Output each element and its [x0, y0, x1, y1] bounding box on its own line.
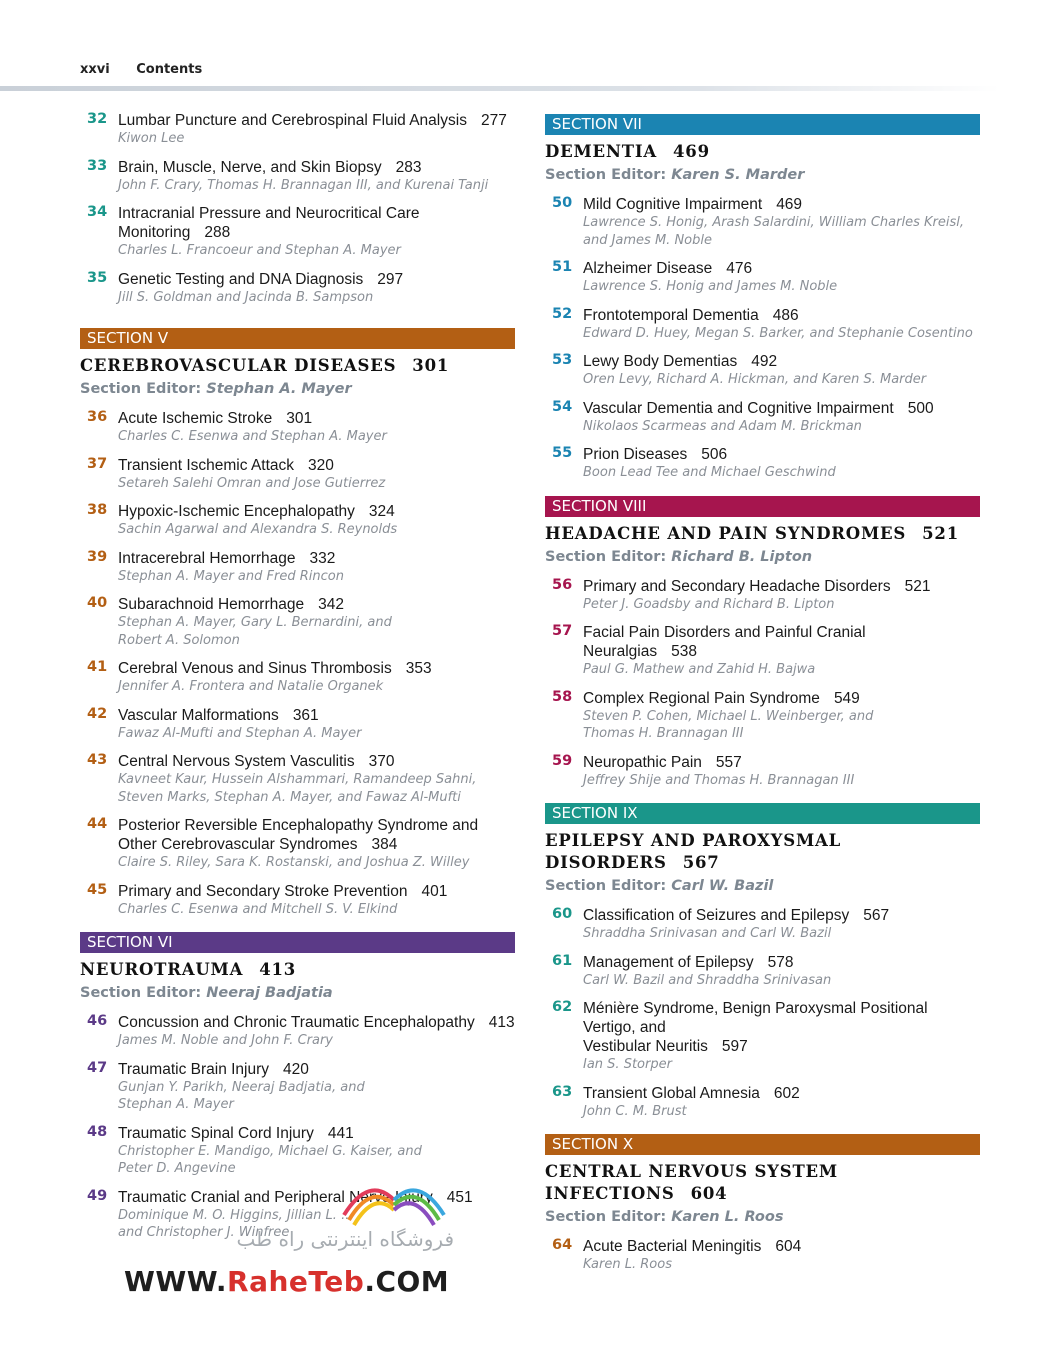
chapter-page: 332: [309, 549, 336, 567]
chapter-number: 61: [552, 952, 573, 969]
section-editor: [545, 1207, 980, 1227]
running-head: [80, 62, 202, 77]
section-title-text: HEADACHE AND PAIN SYNDROMES: [545, 523, 907, 543]
chapter-page: 476: [726, 260, 753, 277]
chapter-title-line: [583, 352, 980, 371]
chapter-authors: Stephan A. Mayer: [118, 1097, 234, 1112]
chapter-authors: Charles C. Esenwa and Stephan A. Mayer: [118, 429, 387, 444]
chapter-authors: Steven Marks, Stephan A. Mayer, and Fawaz Al-Mufti: [118, 789, 461, 805]
chapter-authors: Peter J. Goadsby and Richard B. Lipton: [583, 596, 835, 612]
toc-entry: [545, 999, 980, 1074]
watermark-persian-text: فروشگاه اینترنتی راه طب: [236, 1227, 454, 1251]
section-editor-name: Karen L. Roos: [671, 1209, 784, 1225]
section-page: 521: [922, 523, 959, 543]
chapter-title-line: [583, 689, 980, 708]
chapter-title-line: [118, 1013, 515, 1032]
chapter-authors: James M. Noble and John F. Crary: [118, 1033, 334, 1048]
chapter-title-line: [118, 456, 515, 475]
section-page: 604: [690, 1184, 728, 1203]
left-top-entries: [80, 111, 515, 306]
chapter-authors: Kiwon Lee: [118, 131, 185, 146]
section-bar: SECTION V: [80, 328, 515, 349]
toc-entry: [545, 906, 980, 943]
chapter-authors: Lawrence S. Honig and James M. Noble: [583, 279, 838, 294]
chapter-page: 567: [863, 907, 890, 924]
section-editor: [545, 547, 980, 567]
toc-entry: [545, 953, 980, 990]
section-title: [545, 141, 980, 163]
chapter-authors: Fawaz Al-Mufti and Stephan A. Mayer: [118, 725, 362, 741]
toc-entry: [545, 445, 980, 482]
chapter-page: 324: [368, 503, 395, 520]
chapter-title: Vascular Malformations: [118, 706, 279, 724]
chapter-title-line: [583, 1084, 980, 1103]
section-title-text: EPILEPSY AND PAROXYSMAL DISORDERS: [545, 831, 842, 872]
chapter-title-line: [118, 1060, 515, 1079]
chapter-title-line: [118, 706, 515, 725]
chapter-number: 38: [87, 502, 108, 518]
chapter-title: Intracerebral Hemorrhage: [118, 549, 296, 567]
chapter-authors: John F. Crary, Thomas H. Brannagan III, and Kurenai Tanji: [118, 177, 489, 193]
toc-entry: [80, 409, 515, 446]
chapter-page: 500: [907, 399, 934, 417]
toc-entry: [545, 259, 980, 296]
chapter-number: 53: [552, 352, 573, 368]
chapter-number: 40: [87, 595, 108, 611]
watermark: [124, 1165, 454, 1305]
chapter-number: 60: [552, 906, 573, 922]
chapter-title-line: [118, 158, 515, 177]
chapter-title: Primary and Secondary Stroke Prevention: [118, 882, 408, 900]
chapter-title: Primary and Secondary Headache Disorders: [583, 577, 891, 595]
chapter-title-line: [583, 1237, 980, 1256]
toc-entry: [80, 270, 515, 307]
chapter-page: 283: [395, 158, 422, 176]
chapter-number: 59: [552, 752, 573, 769]
chapter-title-line: [583, 906, 980, 925]
chapter-number: 63: [552, 1083, 573, 1100]
chapter-title-line: [583, 399, 980, 418]
chapter-number: 41: [87, 659, 108, 675]
chapter-page: 604: [775, 1238, 802, 1255]
chapter-page: 521: [904, 577, 931, 595]
chapter-title-line: [583, 999, 980, 1037]
section-bar: SECTION X: [545, 1134, 980, 1155]
chapter-authors: and Christopher J. Winfree: [118, 1225, 290, 1240]
chapter-title-line: [118, 204, 515, 242]
chapter-number: 64: [552, 1237, 573, 1253]
chapter-title-line: [118, 816, 515, 835]
watermark-url-name: RaheTeb: [227, 1265, 365, 1298]
chapter-page: 353: [405, 660, 432, 677]
chapter-title-line: [118, 882, 515, 901]
chapter-page: 320: [308, 456, 334, 474]
watermark-url: [124, 1265, 449, 1298]
section-title: [545, 523, 980, 545]
chapter-title: Traumatic Cranial and Peripheral Nerve Injury: [118, 1188, 433, 1206]
toc-section: [80, 328, 515, 918]
toc-entry: [80, 752, 515, 806]
chapter-number: 51: [552, 259, 573, 275]
chapter-number: 55: [552, 445, 573, 461]
section-page: 567: [682, 853, 720, 872]
section-editor-label: Section Editor:: [80, 381, 202, 397]
section-editor-label: Section Editor:: [545, 878, 667, 894]
chapter-authors: Ian S. Storper: [583, 1057, 672, 1072]
chapter-number: 45: [87, 881, 108, 898]
chapter-title: Management of Epilepsy: [583, 953, 754, 971]
chapter-authors: Charles C. Esenwa and Mitchell S. V. Elkind: [118, 901, 398, 917]
section-editor-label: Section Editor:: [545, 1209, 667, 1225]
section-editor-label: Section Editor:: [80, 985, 202, 1001]
section-bar: SECTION VI: [80, 932, 515, 953]
chapter-number: 57: [552, 623, 573, 639]
chapter-authors: and James M. Noble: [583, 232, 712, 248]
chapter-authors: Claire S. Riley, Sara K. Rostanski, and Joshua Z. Willey: [118, 855, 470, 870]
section-bar: SECTION VIII: [545, 496, 980, 517]
chapter-title: Neuropathic Pain: [583, 753, 702, 771]
toc-entry: [80, 549, 515, 586]
chapter-page: 578: [767, 953, 794, 971]
chapter-authors: Setareh Salehi Omran and Jose Gutierrez: [118, 475, 386, 491]
section-bar: SECTION IX: [545, 803, 980, 824]
chapter-title: Alzheimer Disease: [583, 260, 713, 277]
toc-section: [545, 496, 980, 790]
chapter-title: Intracranial Pressure and Neurocritical Care Monitoring: [118, 205, 420, 241]
chapter-title: Classification of Seizures and Epilepsy: [583, 907, 850, 924]
section-editor: [545, 876, 980, 896]
chapter-title-line: [118, 502, 515, 521]
toc-entry: [80, 706, 515, 743]
chapter-authors: Jennifer A. Frontera and Natalie Organek: [118, 679, 384, 694]
chapter-title-line: [583, 623, 980, 661]
chapter-title: Prion Diseases: [583, 446, 688, 463]
chapter-number: 39: [87, 548, 108, 565]
chapter-page: 469: [776, 196, 803, 213]
chapter-authors: Gunjan Y. Parikh, Neeraj Badjatia, and: [118, 1079, 365, 1095]
chapter-title-line: [118, 111, 515, 130]
chapter-authors: Christopher E. Mandigo, Michael G. Kaiser, and: [118, 1143, 422, 1159]
watermark-url-suffix: .COM: [364, 1265, 450, 1298]
chapter-title-line: [583, 577, 980, 596]
right-sections: [545, 114, 980, 1274]
book-logo-icon: [339, 1165, 449, 1235]
chapter-title-line: [583, 1037, 980, 1056]
section-editor-name: Karen S. Marder: [671, 167, 805, 183]
chapter-authors: Sachin Agarwal and Alexandra S. Reynolds: [118, 522, 398, 537]
section-title-text: NEUROTRAUMA: [80, 960, 244, 979]
section-editor: [80, 379, 515, 399]
toc-entry: [80, 456, 515, 493]
section-page: 469: [673, 142, 710, 161]
chapter-title: Transient Global Amnesia: [583, 1084, 760, 1102]
chapter-title: Concussion and Chronic Traumatic Encephalopathy: [118, 1014, 475, 1031]
chapter-authors: Carl W. Bazil and Shraddha Srinivasan: [583, 972, 832, 988]
section-editor-label: Section Editor:: [545, 548, 667, 565]
chapter-page: 277: [480, 112, 507, 129]
section-title: [80, 355, 515, 377]
chapter-authors: Nikolaos Scarmeas and Adam M. Brickman: [583, 418, 862, 434]
chapter-authors: Shraddha Srinivasan and Carl W. Bazil: [583, 926, 832, 941]
chapter-authors: Jill S. Goldman and Jacinda B. Sampson: [118, 289, 374, 305]
chapter-page: 370: [368, 753, 395, 770]
chapter-number: 33: [87, 157, 108, 174]
section-title-text: DEMENTIA: [545, 142, 658, 161]
chapter-title-line: [118, 835, 515, 854]
chapter-page: 288: [204, 224, 231, 241]
chapter-number: 49: [87, 1187, 108, 1204]
section-editor: [80, 983, 515, 1003]
section-editor: [545, 165, 980, 185]
chapter-title: Brain, Muscle, Nerve, and Skin Biopsy: [118, 158, 382, 176]
chapter-number: 56: [552, 576, 573, 593]
chapter-authors: Karen L. Roos: [583, 1257, 672, 1272]
chapter-number: 47: [87, 1059, 108, 1076]
toc-section: [545, 803, 980, 1120]
chapter-title: Ménière Syndrome, Benign Paroxysmal Positional Vertigo, and: [583, 1000, 928, 1036]
section-page: 413: [259, 960, 297, 979]
chapter-number: 36: [87, 409, 108, 425]
chapter-title-line: [583, 306, 980, 325]
chapter-number: 46: [87, 1013, 108, 1029]
chapter-number: 32: [87, 111, 108, 127]
running-head-title: Contents: [136, 62, 203, 77]
toc-entry: [545, 623, 980, 679]
toc-entry: [545, 195, 980, 249]
chapter-title: Acute Ischemic Stroke: [118, 410, 273, 427]
chapter-page: 549: [833, 689, 860, 707]
chapter-title-line: [118, 595, 515, 614]
chapter-authors: Oren Levy, Richard A. Hickman, and Karen S. Marder: [583, 372, 927, 387]
chapter-title: Traumatic Spinal Cord Injury: [118, 1124, 314, 1142]
toc-entry: [545, 1237, 980, 1274]
section-title: [545, 830, 980, 874]
chapter-title-line: [118, 1124, 515, 1143]
toc-section: [545, 1134, 980, 1274]
chapter-number: 35: [87, 269, 108, 286]
chapter-title-line: [118, 270, 515, 289]
toc-entry: [545, 689, 980, 743]
chapter-title-line: [118, 752, 515, 771]
chapter-authors: Stephan A. Mayer and Fred Rincon: [118, 568, 344, 584]
toc-entry: [545, 1084, 980, 1121]
chapter-number: 42: [87, 705, 108, 722]
chapter-page: 538: [671, 643, 697, 660]
chapter-number: 34: [87, 204, 108, 220]
chapter-authors: Boon Lead Tee and Michael Geschwind: [583, 465, 836, 480]
toc-entry: [80, 502, 515, 539]
section-editor-name: Stephan A. Mayer: [206, 381, 352, 397]
chapter-number: 58: [552, 688, 573, 705]
chapter-title: Mild Cognitive Impairment: [583, 196, 763, 213]
chapter-title: Lumbar Puncture and Cerebrospinal Fluid Analysis: [118, 112, 467, 129]
chapter-title: Subarachnoid Hemorrhage: [118, 596, 305, 613]
chapter-number: 48: [87, 1123, 108, 1140]
chapter-authors: Dominique M. O. Higgins, Jillian L. ...: [118, 1207, 354, 1223]
chapter-page: 602: [773, 1084, 800, 1102]
chapter-title: Acute Bacterial Meningitis: [583, 1238, 762, 1255]
chapter-page: 413: [488, 1014, 515, 1031]
chapter-title-line: [118, 409, 515, 428]
chapter-title: Vascular Dementia and Cognitive Impairment: [583, 399, 894, 417]
toc-entry: [80, 158, 515, 195]
chapter-title-line: [583, 953, 980, 972]
chapter-page: 342: [318, 596, 344, 613]
chapter-authors: John C. M. Brust: [583, 1103, 687, 1119]
chapter-number: 50: [552, 195, 573, 211]
toc-entry: [80, 595, 515, 649]
chapter-authors: Steven P. Cohen, Michael L. Weinberger, and: [583, 708, 874, 724]
section-title-text: CEREBROVASCULAR DISEASES: [80, 356, 397, 375]
toc-section: [545, 114, 980, 482]
page-number: xxvi: [80, 62, 110, 77]
toc-entry: [545, 352, 980, 389]
chapter-authors: Stephan A. Mayer, Gary L. Bernardini, and: [118, 615, 392, 630]
chapter-number: 37: [87, 455, 108, 472]
toc-entry: [545, 399, 980, 436]
chapter-title: Central Nervous System Vasculitis: [118, 753, 355, 770]
header-rule: [0, 86, 1000, 91]
right-column: [545, 114, 980, 1284]
chapter-page: 297: [377, 270, 404, 288]
chapter-title: Facial Pain Disorders and Painful Cranial Neuralgias: [583, 624, 866, 660]
chapter-title-line: [583, 195, 980, 214]
section-editor-label: Section Editor:: [545, 167, 667, 183]
chapter-number: 52: [552, 305, 573, 322]
chapter-authors: Paul G. Mathew and Zahid H. Bajwa: [583, 662, 816, 677]
toc-entry: [80, 882, 515, 919]
chapter-title-line: [583, 445, 980, 464]
section-title: [545, 1161, 980, 1205]
chapter-page: 401: [421, 882, 448, 900]
chapter-number: 54: [552, 398, 573, 415]
section-editor-name: Richard B. Lipton: [671, 548, 813, 565]
chapter-title: Lewy Body Dementias: [583, 353, 738, 370]
chapter-page: 451: [446, 1188, 473, 1206]
chapter-page: 361: [292, 706, 319, 724]
chapter-page: 486: [772, 306, 799, 324]
chapter-number: 44: [87, 816, 108, 832]
chapter-page: 441: [327, 1124, 354, 1142]
chapter-title: Traumatic Brain Injury: [118, 1060, 270, 1078]
left-sections: [80, 328, 515, 1242]
chapter-title-line: [118, 659, 515, 678]
toc-entry: [80, 111, 515, 148]
chapter-title: Complex Regional Pain Syndrome: [583, 689, 820, 707]
section-title-text: CENTRAL NERVOUS SYSTEM INFECTIONS: [545, 1162, 838, 1203]
toc-entry: [545, 577, 980, 614]
chapter-authors: Robert A. Solomon: [118, 632, 240, 648]
chapter-page: 301: [286, 410, 313, 427]
section-editor-name: Carl W. Bazil: [671, 878, 774, 894]
chapter-title: Posterior Reversible Encephalopathy Syndrome and: [118, 817, 479, 834]
chapter-title: Vestibular Neuritis: [583, 1038, 708, 1055]
toc-entry: [80, 204, 515, 260]
section-editor-name: Neeraj Badjatia: [206, 985, 333, 1001]
chapter-title: Cerebral Venous and Sinus Thrombosis: [118, 660, 392, 677]
toc-entry: [80, 1013, 515, 1050]
chapter-title-line: [118, 549, 515, 568]
chapter-authors: Thomas H. Brannagan III: [583, 726, 744, 741]
chapter-authors: Kavneet Kaur, Hussein Alshammari, Ramandeep Sahni,: [118, 772, 477, 787]
chapter-authors: Jeffrey Shije and Thomas H. Brannagan III: [583, 772, 855, 788]
section-page: 301: [412, 356, 450, 375]
chapter-page: 420: [283, 1060, 309, 1078]
chapter-authors: Peter D. Angevine: [118, 1161, 236, 1176]
chapter-page: 597: [721, 1038, 748, 1055]
chapter-authors: Edward D. Huey, Megan S. Barker, and Stephanie Cosentino: [583, 325, 973, 341]
chapter-page: 492: [751, 353, 778, 370]
chapter-number: 43: [87, 752, 108, 768]
chapter-title-line: [583, 753, 980, 772]
toc-entry: [80, 1060, 515, 1114]
chapter-authors: Lawrence S. Honig, Arash Salardini, William Charles Kreisl,: [583, 215, 964, 230]
section-bar: SECTION VII: [545, 114, 980, 135]
toc-entry: [545, 753, 980, 790]
chapter-authors: Charles L. Francoeur and Stephan A. Mayer: [118, 243, 401, 258]
chapter-title: Genetic Testing and DNA Diagnosis: [118, 270, 364, 288]
chapter-page: 557: [715, 753, 742, 771]
chapter-title: Hypoxic-Ischemic Encephalopathy: [118, 503, 355, 520]
section-title: [80, 959, 515, 981]
chapter-title: Frontotemporal Dementia: [583, 306, 759, 324]
chapter-title: Other Cerebrovascular Syndromes: [118, 836, 358, 853]
toc-entry: [545, 306, 980, 343]
left-column: [80, 111, 515, 1252]
chapter-page: 506: [701, 446, 728, 463]
chapter-title-line: [583, 259, 980, 278]
watermark-url-prefix: WWW.: [124, 1265, 228, 1298]
chapter-number: 62: [552, 999, 573, 1015]
toc-entry: [80, 816, 515, 872]
chapter-page: 384: [371, 836, 398, 853]
toc-entry: [80, 659, 515, 696]
chapter-title: Transient Ischemic Attack: [118, 456, 295, 474]
